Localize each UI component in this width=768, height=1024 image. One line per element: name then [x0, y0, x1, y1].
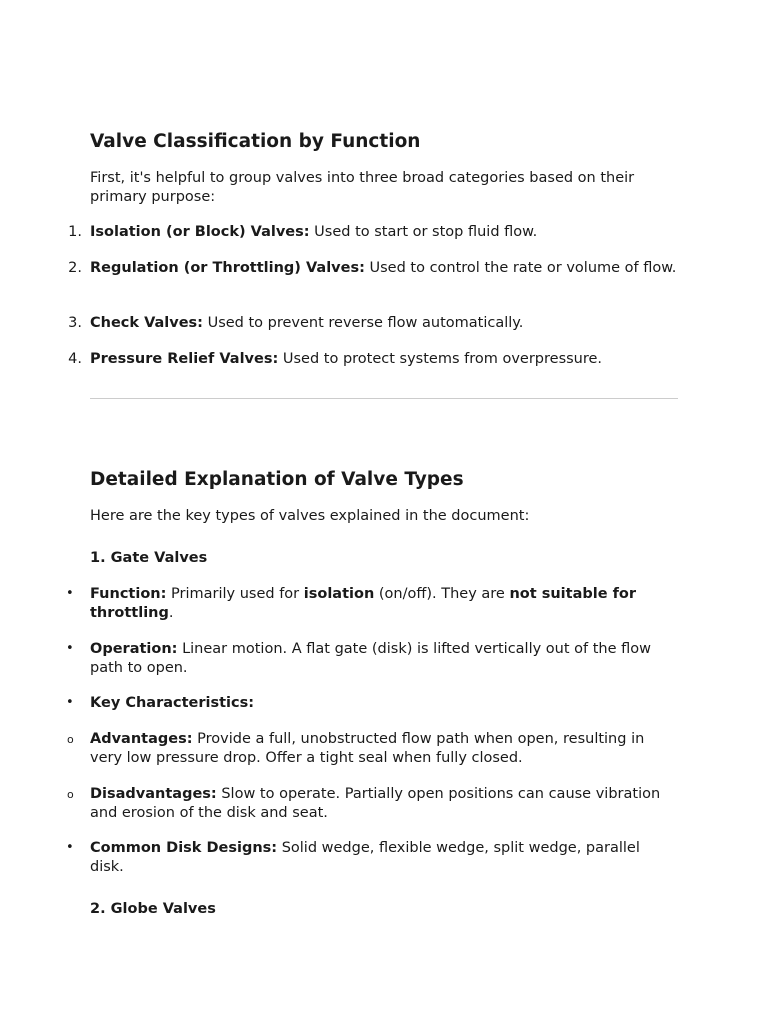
list-item-text: Used to prevent reverse flow automatically. — [202, 315, 524, 331]
list-item-text: Used to start or stop fluid flow. — [309, 224, 538, 240]
item-text: . — [168, 604, 174, 621]
list-item-isolation-valves — [90, 223, 678, 242]
bullet-icon: • — [66, 695, 74, 710]
section-title-valve-types: Detailed Explanation of Valve Types — [90, 469, 464, 490]
sub-bullet-icon: o — [67, 733, 74, 746]
item-label: Advantages: — [90, 731, 193, 747]
subheading-gate-valves: 1. Gate Valves — [90, 550, 208, 566]
list-item-pressure-relief-valves — [90, 350, 678, 369]
gate-advantages-item — [90, 730, 678, 767]
item-label: Common Disk Designs: — [90, 840, 278, 856]
item-text: Slow to operate. Partially open positions can cause vibration and erosion of the disk and seat. — [90, 786, 661, 821]
gate-operation-item — [90, 640, 678, 677]
subheading-globe-valves: 2. Globe Valves — [90, 901, 216, 917]
gate-key-characteristics-item — [90, 694, 678, 713]
list-item-label: Pressure Relief Valves: — [90, 351, 279, 367]
list-item-check-valves — [90, 314, 678, 333]
section-divider — [90, 398, 678, 399]
list-item-label: Check Valves: — [90, 315, 203, 331]
item-text: Provide a full, unobstructed flow path when open, resulting in very low pressure drop. Offer a tight seal when fully closed. — [90, 731, 645, 766]
item-label: Operation: — [90, 641, 178, 657]
bullet-icon: • — [66, 840, 74, 855]
list-item-label: Isolation (or Block) Valves: — [90, 224, 310, 240]
item-text: Linear motion. A flat gate (disk) is lifted vertically out of the flow path to open. — [90, 641, 652, 676]
list-item-regulation-valves — [90, 259, 678, 278]
list-number: 3. — [68, 315, 82, 331]
emphasis-not-suitable: not suitable for throttling — [90, 586, 637, 621]
sub-bullet-icon: o — [67, 788, 74, 801]
bullet-icon: • — [66, 641, 74, 656]
item-text: (on/off). They are — [374, 586, 510, 602]
valve-types-intro: Here are the key types of valves explained in the document: — [90, 508, 530, 524]
classification-intro: First, it's helpful to group valves into three broad categories based on their primary purpose: — [90, 170, 635, 205]
list-item-label: Regulation (or Throttling) Valves: — [90, 260, 365, 276]
gate-function-item — [90, 585, 678, 622]
gate-disk-designs-item — [90, 839, 678, 876]
item-text: Solid wedge, flexible wedge, split wedge, parallel disk. — [90, 840, 640, 875]
section-title-classification: Valve Classification by Function — [90, 131, 421, 152]
emphasis-isolation: isolation — [303, 586, 375, 602]
list-item-text: Used to protect systems from overpressure. — [278, 351, 603, 367]
list-number: 1. — [68, 224, 82, 240]
gate-disadvantages-item — [90, 785, 678, 822]
item-label: Disadvantages: — [90, 786, 217, 802]
item-text: Primarily used for — [166, 586, 304, 602]
item-label: Key Characteristics: — [90, 695, 255, 711]
list-item-text: Used to control the rate or volume of flow. — [364, 260, 677, 276]
list-number: 4. — [68, 351, 82, 367]
list-number: 2. — [68, 260, 82, 276]
bullet-icon: • — [66, 586, 74, 601]
item-label: Function: — [90, 586, 167, 602]
